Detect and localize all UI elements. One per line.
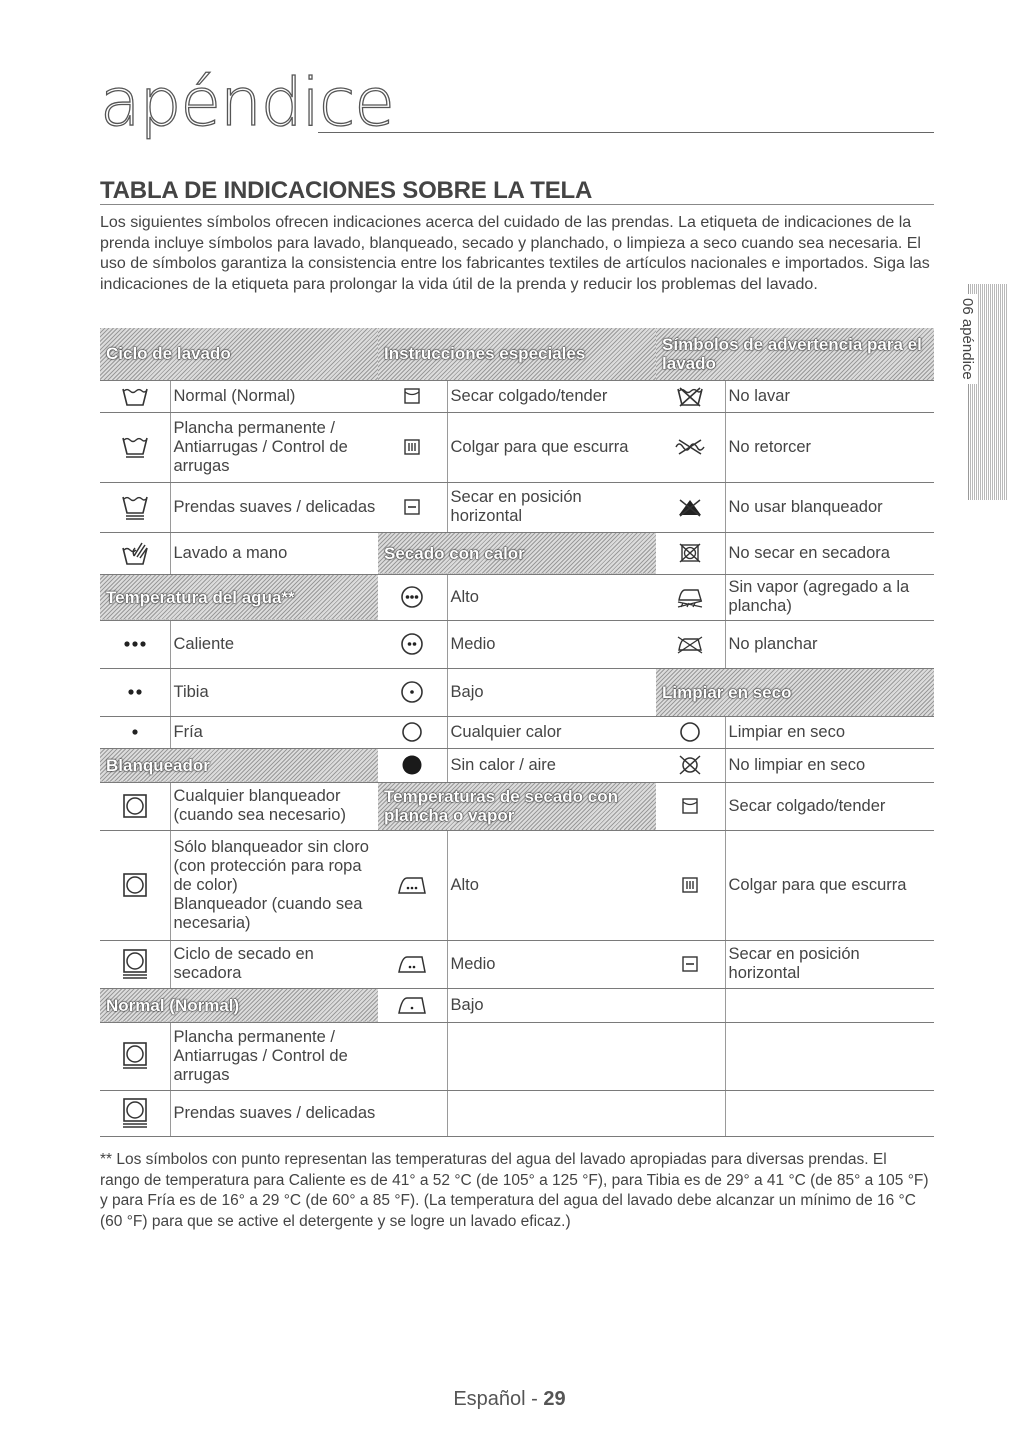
drip-dry-icon	[403, 438, 421, 456]
empty-cell	[656, 1090, 725, 1136]
drip-dry-icon	[681, 876, 699, 894]
limpiar-seco-label: Limpiar en seco	[725, 716, 934, 748]
side-tab-label: 06 apéndice	[939, 294, 977, 384]
plancha-permanente-label: Plancha permanente / Antiarrugas / Control de arrugas	[170, 412, 378, 482]
table-row	[100, 328, 934, 380]
iron-high-icon	[396, 874, 428, 896]
page-number: 29	[543, 1388, 566, 1410]
normal-label: Normal (Normal)	[170, 380, 378, 412]
header-ciclo-lavado: Ciclo de lavado	[100, 328, 378, 380]
secar-colgado-label: Secar colgado/tender	[447, 380, 656, 412]
sin-cloro-label: Sólo blanqueador sin cloro (con protección para ropa de color)	[173, 837, 369, 894]
sin-calor-label: Sin calor / aire	[447, 748, 656, 782]
header-blanqueador: Blanqueador	[100, 748, 378, 782]
hand-wash-icon	[120, 540, 150, 566]
secar-horizontal-label: Secar en posición horizontal	[447, 482, 656, 532]
table-row	[100, 412, 934, 482]
table-row	[100, 482, 934, 532]
table-row	[100, 1090, 934, 1136]
colgar-escurra-label-2: Colgar para que escurra	[725, 830, 934, 940]
do-not-wash-icon	[676, 385, 704, 407]
do-not-tumble-dry-icon	[678, 543, 702, 563]
chapter-title-rule	[318, 132, 934, 133]
header-normal: Normal (Normal)	[100, 988, 378, 1022]
fria-label: Fría	[170, 716, 378, 748]
cualquier-blanqueador-label: Cualquier blanqueador (cuando sea necesario)	[170, 782, 378, 830]
table-row	[100, 940, 934, 988]
no-lavar-label: No lavar	[725, 380, 934, 412]
footer-separator: -	[531, 1388, 538, 1410]
empty-cell	[725, 1090, 934, 1136]
table-row	[100, 380, 934, 412]
table-row	[100, 1022, 934, 1090]
section-title: TABLA DE INDICACIONES SOBRE LA TELA	[100, 177, 593, 204]
do-not-iron-icon	[675, 634, 705, 654]
header-instrucciones-especiales: Instrucciones especiales	[378, 328, 656, 380]
section-title-rule	[100, 204, 934, 205]
tumble-dry-any-heat-icon	[401, 721, 423, 743]
no-retorcer-label: No retorcer	[725, 412, 934, 482]
header-temperatura-agua: Temperatura del agua**	[100, 574, 378, 620]
dry-clean-icon	[679, 721, 701, 743]
header-temperaturas-planchado: Temperaturas de secado con plancha o vapor	[378, 782, 656, 830]
water-cold-icon	[130, 727, 140, 737]
table-row	[100, 574, 934, 620]
intro-paragraph: Los siguientes símbolos ofrecen indicaciones acerca del cuidado de las prendas. La etiqueta de indicaciones de la prenda incluye símbolos para lavado, blanqueado, secado y planchado, o limpieza a seco cuando sea necesaria. El uso de símbolos garantiza la consistencia entre los fabricantes textiles de artículos nacionales e importados. Siga las indicaciones de la etiqueta para prolongar la vida útil de la prenda y reducir los problemas del lavado.	[100, 214, 930, 293]
secar-colgado-label-2: Secar colgado/tender	[725, 782, 934, 830]
colgar-escurra-label: Colgar para que escurra	[447, 412, 656, 482]
tumble-dry-delicate-icon	[120, 1097, 150, 1129]
wash-permanent-press-icon	[121, 434, 149, 460]
secado-alto-label: Alto	[447, 574, 656, 620]
tumble-dry-no-heat-icon	[401, 754, 423, 776]
tumble-dry-box-icon	[122, 793, 148, 819]
water-warm-icon	[125, 687, 145, 697]
empty-cell	[447, 1090, 656, 1136]
tibia-label: Tibia	[170, 668, 378, 716]
empty-cell	[656, 988, 725, 1022]
plancha-permanente-label-2: Plancha permanente / Antiarrugas / Control de arrugas	[170, 1022, 378, 1090]
tumble-dry-box-icon	[122, 872, 148, 898]
secar-horizontal-label-2: Secar en posición horizontal	[725, 940, 934, 988]
table-row	[100, 668, 934, 716]
tumble-dry-high-icon	[400, 585, 424, 609]
no-secar-secadora-label: No secar en secadora	[725, 532, 934, 574]
secado-bajo-label: Bajo	[447, 668, 656, 716]
prendas-suaves-label-2: Prendas suaves / delicadas	[170, 1090, 378, 1136]
empty-cell	[725, 988, 934, 1022]
dry-flat-icon	[403, 498, 421, 516]
table-row	[100, 830, 934, 940]
page-footer	[0, 1388, 1019, 1411]
tumble-dry-medium-icon	[400, 632, 424, 656]
header-secado-calor: Secado con calor	[378, 532, 656, 574]
cualquier-calor-label: Cualquier calor	[447, 716, 656, 748]
plancha-alto-label: Alto	[447, 830, 656, 940]
table-row	[100, 782, 934, 830]
tumble-dry-delicate-icon	[120, 948, 150, 980]
sin-vapor-label: Sin vapor (agregado a la plancha)	[725, 574, 934, 620]
wash-tub-icon	[121, 385, 149, 407]
do-not-dry-clean-icon	[677, 754, 703, 776]
line-dry-icon	[681, 797, 699, 815]
no-planchar-label: No planchar	[725, 620, 934, 668]
blanqueador-necesaria-label: Blanqueador (cuando sea necesaria)	[173, 894, 363, 932]
table-row	[100, 748, 934, 782]
empty-cell	[725, 1022, 934, 1090]
do-not-wring-icon	[673, 438, 707, 456]
footer-language: Español	[453, 1388, 526, 1410]
fabric-care-table	[100, 328, 934, 1137]
ciclo-secado-label: Ciclo de secado en secadora	[170, 940, 378, 988]
no-blanqueador-label: No usar blanqueador	[725, 482, 934, 532]
tumble-dry-low-icon	[400, 680, 424, 704]
tumble-dry-permanent-press-icon	[120, 1041, 150, 1071]
table-row	[100, 532, 934, 574]
empty-cell	[656, 1022, 725, 1090]
footnote: ** Los símbolos con punto representan las temperaturas del agua del lavado apropiadas para diversas prendas. El rango de temperatura para Caliente es de 41° a 52 °C (de 105° a 125 °F), para Tibia es de 29° a 41 °C (de 85° a 105 °F) y para Fría es de 16° a 29 °C (de 60° a 85 °F). (La temperatura del agua del lavado debe alcanzar un mínimo de 16 °C (60 °F) para que se active el detergente y se logre un lavado eficaz.)	[100, 1151, 929, 1230]
empty-cell	[378, 1090, 447, 1136]
plancha-medio-label: Medio	[447, 940, 656, 988]
empty-cell	[378, 1022, 447, 1090]
do-not-bleach-icon	[675, 497, 705, 517]
no-limpiar-seco-label: No limpiar en seco	[725, 748, 934, 782]
sin-cloro-cell	[170, 830, 378, 940]
iron-medium-icon	[396, 953, 428, 975]
table-row	[100, 988, 934, 1022]
lavado-mano-label: Lavado a mano	[170, 532, 378, 574]
table-row	[100, 716, 934, 748]
prendas-suaves-label: Prendas suaves / delicadas	[170, 482, 378, 532]
chapter-title: apéndice	[100, 64, 394, 141]
header-limpiar-seco: Limpiar en seco	[656, 668, 934, 716]
empty-cell	[447, 1022, 656, 1090]
line-dry-icon	[403, 387, 421, 405]
caliente-label: Caliente	[170, 620, 378, 668]
dry-flat-icon	[681, 955, 699, 973]
header-simbolos-advertencia: Símbolos de advertencia para el lavado	[656, 328, 934, 380]
iron-low-icon	[396, 994, 428, 1016]
side-tab	[959, 284, 1007, 500]
secado-medio-label: Medio	[447, 620, 656, 668]
table-row	[100, 620, 934, 668]
water-hot-icon	[121, 639, 149, 649]
no-steam-icon	[675, 586, 705, 608]
plancha-bajo-label: Bajo	[447, 988, 656, 1022]
wash-delicate-icon	[121, 493, 149, 521]
